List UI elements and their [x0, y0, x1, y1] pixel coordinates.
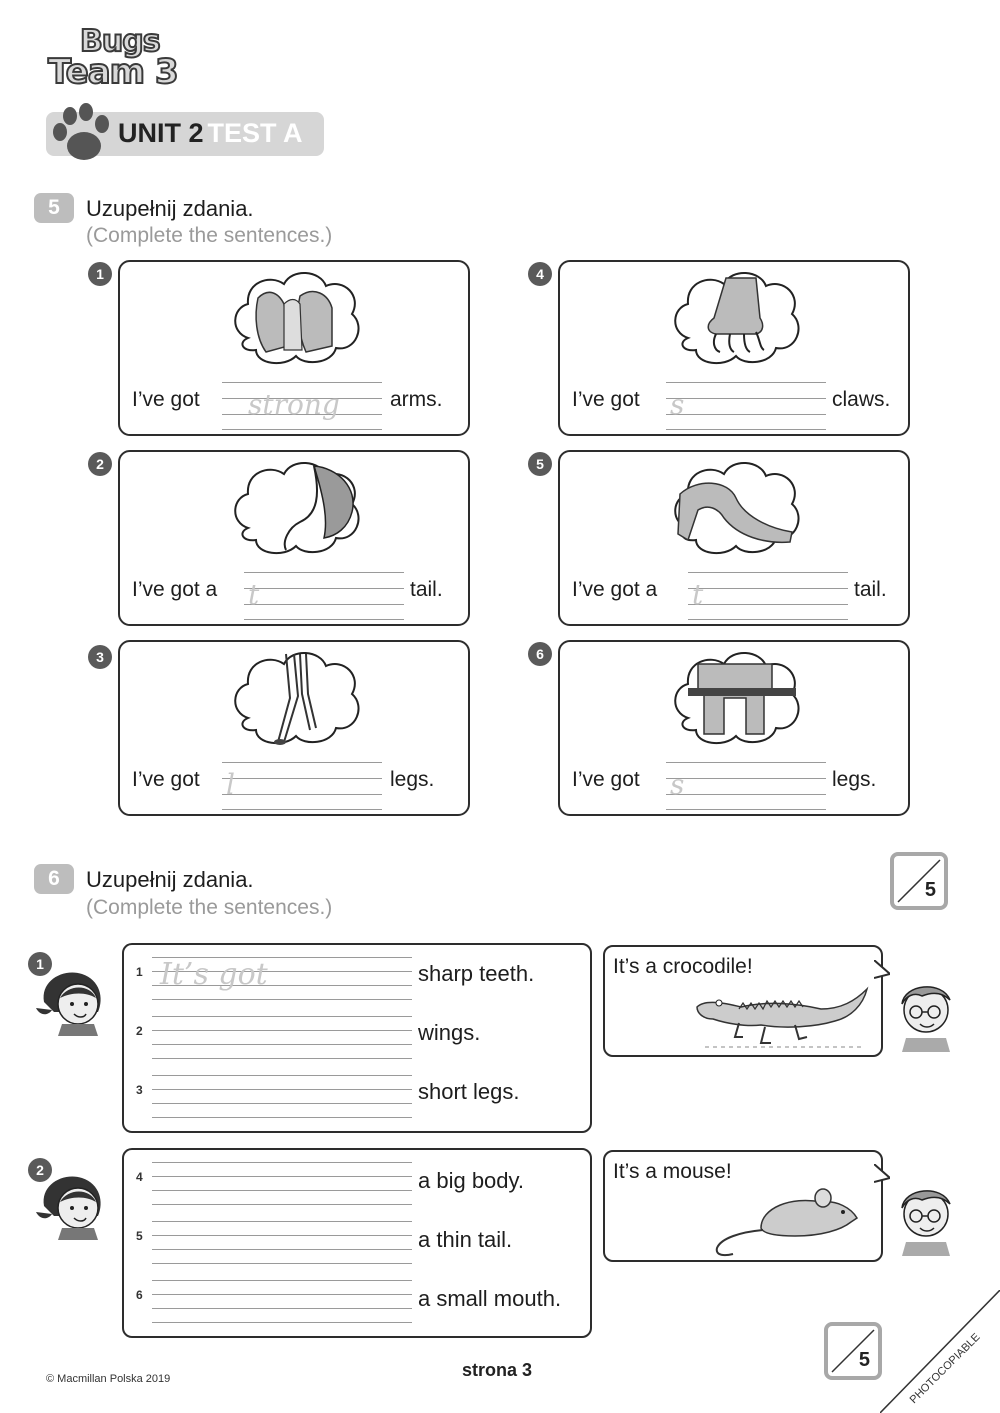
item-number: 6 — [528, 642, 552, 666]
exercise-title: Uzupełnij zdania. — [86, 196, 254, 221]
sentence-suffix: tail. — [854, 578, 887, 601]
answer-line[interactable] — [222, 762, 382, 810]
group-number: 2 — [28, 1158, 52, 1182]
answer-line[interactable] — [152, 1221, 412, 1269]
girl-icon — [34, 968, 106, 1036]
sentence-prefix: I’ve got — [572, 768, 640, 791]
speech-bubble: It’s a crocodile! — [603, 945, 883, 1057]
bugs-team-logo: Bugs Team 3 — [48, 24, 178, 92]
trace-letter: l — [226, 768, 235, 801]
trace-word: strong — [248, 388, 340, 421]
exercise-subtitle: (Complete the sentences.) — [86, 896, 333, 919]
mouse-picture — [711, 1178, 861, 1258]
unit-title: UNIT 2 TEST A — [118, 118, 303, 148]
picture-card — [118, 260, 470, 436]
sentence-suffix: legs. — [390, 768, 435, 791]
answer-line[interactable] — [666, 762, 826, 810]
answer-line[interactable] — [152, 1016, 412, 1064]
picture-card — [118, 640, 470, 816]
sentence-suffix: claws. — [832, 388, 891, 411]
exercise-subtitle: (Complete the sentences.) — [86, 224, 333, 247]
page-number: strona 3 — [462, 1360, 533, 1380]
girl-icon — [34, 1172, 106, 1240]
sentence-prefix: I’ve got a — [572, 578, 658, 601]
trace-letter: t — [692, 578, 704, 611]
writing-box: 1 It’s got sharp teeth. 2 wings. 3 short legs. — [122, 943, 592, 1133]
answer-line[interactable] — [152, 957, 412, 1005]
photocopiable-stamp — [880, 1290, 1000, 1413]
answer-line[interactable] — [244, 572, 404, 620]
answer-line[interactable] — [152, 1075, 412, 1123]
score-box: 5 — [890, 852, 948, 910]
trace-letter: s — [670, 768, 685, 801]
paw-icon — [48, 102, 114, 164]
sentence-prefix: I’ve got a — [132, 578, 218, 601]
tail-picture — [228, 458, 364, 556]
svg-text:PHOTOCOPIABLE: PHOTOCOPIABLE — [907, 1331, 983, 1407]
item-number: 4 — [528, 262, 552, 286]
sentence-suffix: legs. — [832, 768, 877, 791]
speech-tail — [874, 1164, 890, 1184]
group-number: 1 — [28, 952, 52, 976]
answer-line[interactable] — [688, 572, 848, 620]
long-legs-picture — [228, 648, 364, 746]
gorilla-arms-picture — [228, 268, 364, 366]
trace-phrase: It’s got — [160, 957, 268, 992]
short-legs-picture — [668, 648, 804, 746]
sentence-prefix: I’ve got — [572, 388, 640, 411]
sentence-prefix: I’ve got — [132, 388, 200, 411]
crocodile-picture — [695, 979, 875, 1053]
sentence-suffix: arms. — [390, 388, 443, 411]
copyright: © Macmillan Polska 2019 — [46, 1373, 171, 1385]
speech-bubble: It’s a mouse! — [603, 1150, 883, 1262]
trace-letter: s — [670, 388, 685, 421]
score-box: 5 — [824, 1322, 882, 1380]
item-number: 2 — [88, 452, 112, 476]
exercise-number: 6 — [34, 864, 74, 894]
claws-picture — [668, 268, 804, 366]
answer-line[interactable] — [666, 382, 826, 430]
picture-card — [118, 450, 470, 626]
exercise-number: 5 — [34, 193, 74, 223]
item-number: 5 — [528, 452, 552, 476]
answer-line[interactable] — [222, 382, 382, 430]
picture-card — [558, 260, 910, 436]
speech-tail — [874, 960, 890, 980]
answer-line[interactable] — [152, 1280, 412, 1328]
item-number: 1 — [88, 262, 112, 286]
item-number: 3 — [88, 645, 112, 669]
trace-letter: t — [248, 578, 260, 611]
picture-card — [558, 450, 910, 626]
exercise-title: Uzupełnij zdania. — [86, 867, 254, 892]
sentence-prefix: I’ve got — [132, 768, 200, 791]
boy-icon — [892, 978, 960, 1052]
boy-icon — [892, 1182, 960, 1256]
answer-line[interactable] — [152, 1162, 412, 1210]
picture-card — [558, 640, 910, 816]
sentence-suffix: tail. — [410, 578, 443, 601]
writing-box: 4 a big body. 5 a thin tail. 6 a small mouth. — [122, 1148, 592, 1338]
thick-tail-picture — [668, 458, 804, 556]
